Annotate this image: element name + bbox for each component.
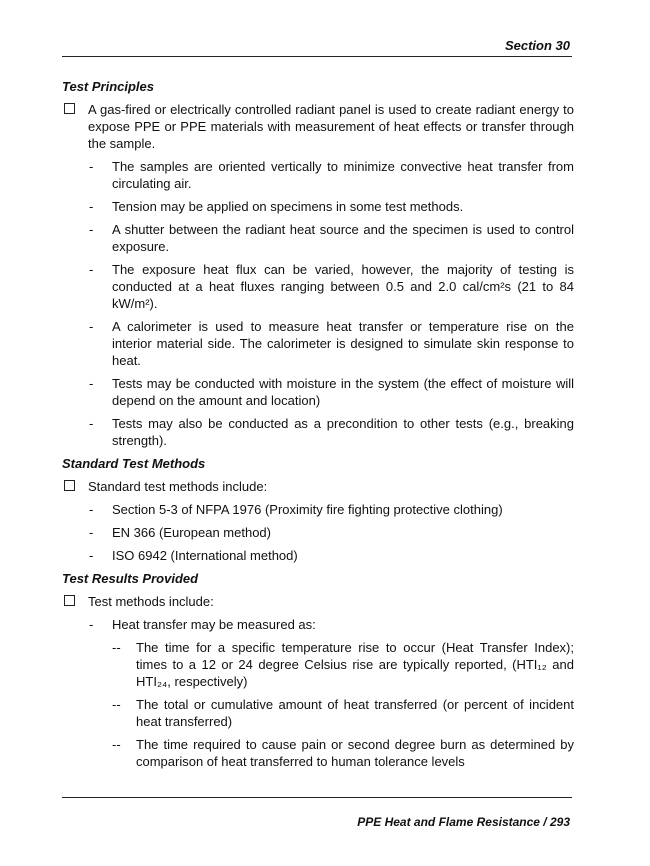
list-item (62, 261, 574, 312)
list-item (62, 415, 574, 449)
sub-list-item (62, 696, 574, 730)
dash-bullet: - (89, 525, 94, 540)
list-item-text: ISO 6942 (International method) (112, 548, 298, 563)
list-item (62, 318, 574, 369)
list-item (62, 501, 574, 518)
dash-bullet: - (89, 502, 94, 517)
list-item (62, 547, 574, 564)
footer-rule (62, 797, 572, 798)
dash-bullet: - (89, 262, 94, 277)
dash-bullet: - (89, 159, 94, 174)
checkbox-item-standard-methods (62, 478, 574, 495)
list-item-text: Tests may be conducted with moisture in the system (the effect of moisture will depend on the amount and location) (112, 376, 574, 408)
checkbox-item-test-principles (62, 101, 574, 152)
sub-list-item-text: The time required to cause pain or second degree burn as determined by comparison of heat transferred to human tolerance levels (136, 737, 574, 769)
list-item (62, 524, 574, 541)
list-item-text: The exposure heat flux can be varied, however, the majority of testing is conducted at a heat fluxes ranging between 0.5 and 2.0 cal/cm²s (21 to 84 kW/m²). (112, 262, 574, 311)
standard-methods-intro: Standard test methods include: (88, 479, 268, 494)
section-header: Section 30 (504, 38, 570, 53)
dash-bullet: - (89, 548, 94, 563)
results-intro: Test methods include: (88, 594, 214, 609)
list-item-text: Tension may be applied on specimens in some test methods. (112, 199, 464, 214)
dash-bullet: - (89, 376, 94, 391)
list-item-text: Section 5-3 of NFPA 1976 (Proximity fire fighting protective clothing) (112, 502, 503, 517)
checkbox-item-results (62, 593, 574, 610)
double-dash-bullet: -- (112, 737, 121, 752)
heading-test-principles: Test Principles (62, 79, 154, 94)
heading-test-results: Test Results Provided (62, 571, 199, 586)
list-item (62, 158, 574, 192)
double-dash-bullet: -- (112, 697, 121, 712)
dash-bullet: - (89, 416, 94, 431)
list-item-text: A calorimeter is used to measure heat transfer or temperature rise on the interior material side. The calorimeter is designed to simulate skin response to heat. (112, 319, 574, 368)
sub-list-item (62, 639, 574, 690)
page-content (62, 78, 574, 776)
list-item (62, 198, 574, 215)
checkbox-icon (64, 595, 75, 606)
header-rule (62, 56, 572, 57)
dash-bullet: - (89, 617, 94, 632)
list-item-text: A shutter between the radiant heat source and the specimen is used to control exposure. (112, 222, 574, 254)
double-dash-bullet: -- (112, 640, 121, 655)
checkbox-icon (64, 103, 75, 114)
dash-bullet: - (89, 199, 94, 214)
list-item (62, 616, 574, 633)
heading-standard-test-methods: Standard Test Methods (62, 456, 206, 471)
page-footer: PPE Heat and Flame Resistance / 293 (357, 815, 570, 829)
list-item-text: Heat transfer may be measured as: (112, 617, 316, 632)
list-item-text: EN 366 (European method) (112, 525, 271, 540)
checkbox-icon (64, 480, 75, 491)
test-principles-intro: A gas-fired or electrically controlled radiant panel is used to create radiant energy to expose PPE or PPE materials with measurement of heat effects or transfer through the sample. (88, 102, 574, 151)
list-item-text: Tests may also be conducted as a precondition to other tests (e.g., breaking strength). (112, 416, 574, 448)
sub-list-item-text: The time for a specific temperature rise to occur (Heat Transfer Index); times to a 12 or 24 degree Celsius rise are typically reported, (HTI₁₂ and HTI₂₄, respectively) (136, 640, 574, 689)
sub-list-item-text: The total or cumulative amount of heat transferred (or percent of incident heat transferred) (136, 697, 574, 729)
sub-list-item (62, 736, 574, 770)
dash-bullet: - (89, 319, 94, 334)
list-item-text: The samples are oriented vertically to minimize convective heat transfer from circulating air. (112, 159, 574, 191)
list-item (62, 221, 574, 255)
dash-bullet: - (89, 222, 94, 237)
list-item (62, 375, 574, 409)
